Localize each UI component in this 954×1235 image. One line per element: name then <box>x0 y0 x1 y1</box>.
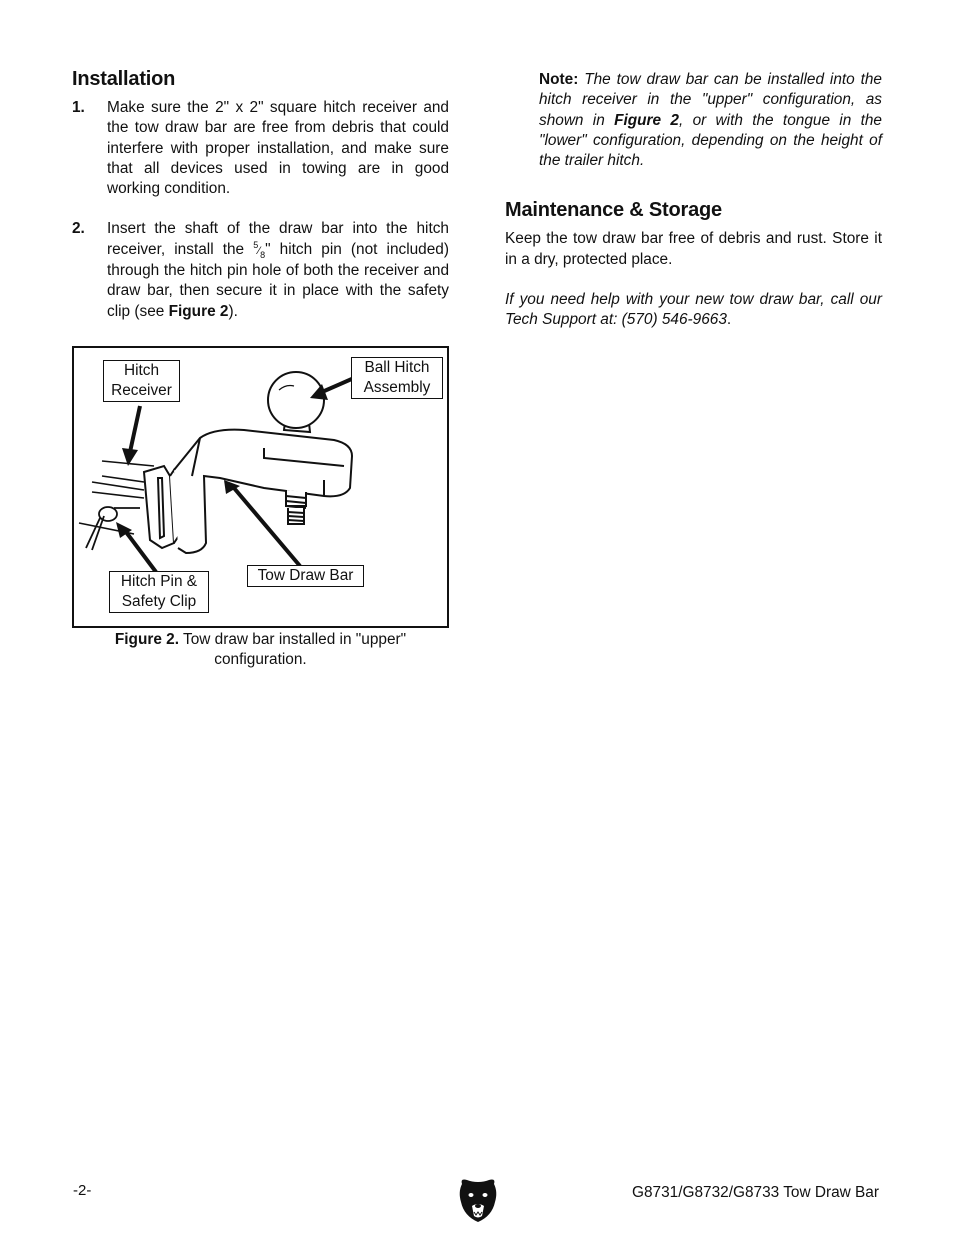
note-text-part-a: The tow draw bar can be installed into the hitch receiver in the "upper" configuration, as shown in <box>539 71 882 129</box>
figure-reference: Figure 2 <box>168 302 229 320</box>
note-text-part-b: , or with the tongue in the "lower" configuration, depending on the height of the trailer hitch. <box>539 111 882 170</box>
callout-ball-hitch-assembly: Ball Hitch Assembly <box>351 357 443 399</box>
step-2: 2. Insert the shaft of the draw bar into the hitch receiver, install the $^5⁄_8$" hitch pin (not included) through the hitch pin hole of both the receiver and draw bar, then secure it in place with the safety clip (see Figure 2). <box>72 220 449 320</box>
draw-bar-drawing <box>144 430 352 553</box>
figure-caption-label: Figure 2. <box>114 631 180 648</box>
note-label: Note: <box>539 71 579 88</box>
maintenance-text: Keep the tow draw bar free of debris and rust. Store it in a dry, protected place. <box>505 230 882 268</box>
tech-support-text <box>505 290 882 331</box>
step-text-part-b: " hitch pin (not included) through the hitch pin hole of both the receiver and draw bar, then secure it in place with the safety clip (see <box>107 240 449 320</box>
callout-hitch-receiver: Hitch Receiver <box>103 360 180 402</box>
figure-caption <box>72 630 449 670</box>
step-number: 2. <box>72 220 85 238</box>
note-figure-reference: Figure 2 <box>614 111 679 129</box>
tech-support-phone-text: If you need help with your new tow draw bar, call our Tech Support at: (570) 546-9663 <box>505 291 882 329</box>
step-1 <box>72 98 449 199</box>
tech-support-period: . <box>726 311 732 329</box>
installation-note <box>539 70 882 171</box>
page-number: -2- <box>73 1182 92 1199</box>
step-text-part-c: ). <box>228 302 238 320</box>
step-text: Make sure the 2" x 2" square hitch receiver and the tow draw bar are free from debris that could interfere with proper installation, and make sure that all devices used in towing are in good working condition. <box>107 99 449 198</box>
maintenance-heading: Maintenance & Storage <box>505 199 722 222</box>
figure-caption-text: Tow draw bar installed in "upper" configuration. <box>179 631 407 668</box>
fraction-denominator: 8 <box>260 249 266 260</box>
model-number: G8731/G8732/G8733 Tow Draw Bar <box>632 1184 879 1201</box>
step-number: 1. <box>72 99 85 116</box>
fraction-numerator: 5 <box>253 239 259 250</box>
callout-tow-draw-bar: Tow Draw Bar <box>247 565 364 587</box>
bear-head-icon <box>458 1178 498 1224</box>
hitch-pin-drawing <box>86 507 140 550</box>
step-text-part-a: Insert the shaft of the draw bar into the hitch receiver, install the <box>107 220 449 258</box>
installation-heading: Installation <box>72 68 176 90</box>
callout-hitch-pin-safety-clip: Hitch Pin & Safety Clip <box>109 571 209 613</box>
right-column <box>505 66 882 331</box>
left-column <box>72 66 449 668</box>
figure-2-illustration <box>72 346 449 628</box>
